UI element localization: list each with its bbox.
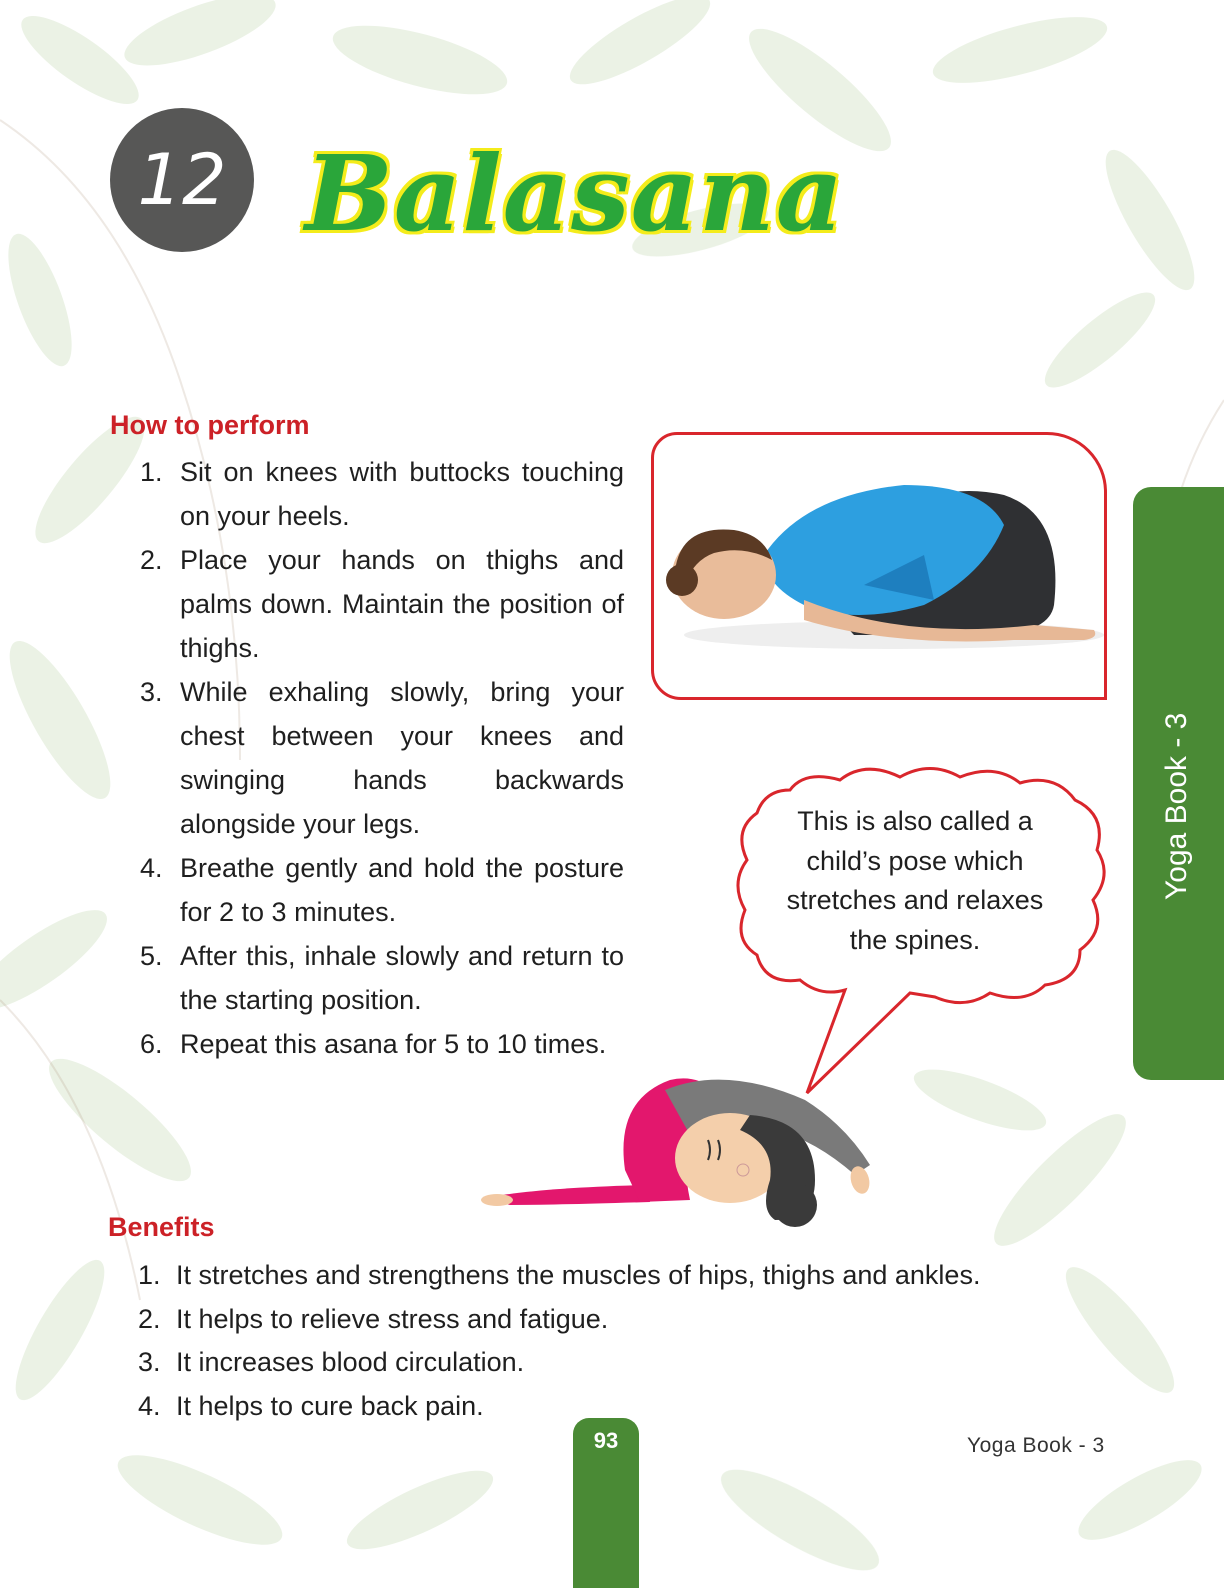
step-text: Place your hands on thighs and palms down. Maintain the position of thighs.: [180, 545, 624, 663]
chapter-title: Balasana: [305, 132, 845, 255]
steps-list: [140, 450, 624, 1066]
step-text: Repeat this asana for 5 to 10 times.: [180, 1029, 607, 1059]
benefit-number: 2.: [138, 1303, 161, 1334]
step-text: While exhaling slowly, bring your chest between your knees and swinging hands backwards alongside your legs.: [180, 677, 624, 839]
benefit-text: It helps to relieve stress and fatigue.: [176, 1303, 609, 1334]
step-text: After this, inhale slowly and return to the starting position.: [180, 941, 624, 1015]
step-text: Breathe gently and hold the posture for 2 to 3 minutes.: [180, 853, 624, 927]
how-to-perform-heading: How to perform: [110, 410, 310, 440]
chapter-number: 12: [137, 139, 227, 221]
benefit-item: [138, 1254, 1098, 1298]
step-item: [140, 450, 624, 538]
chapter-number-badge: [110, 108, 254, 252]
benefit-item: [138, 1298, 1098, 1342]
speech-bubble-text: This is also called a child’s pose which stretches and relaxes the spines.: [786, 806, 1044, 955]
benefit-item: [138, 1341, 1098, 1385]
side-tab-label: Yoga Book - 3: [1160, 712, 1193, 900]
benefit-text: It stretches and strengthens the muscles of hips, thighs and ankles.: [176, 1260, 981, 1290]
step-number: 5.: [140, 941, 163, 971]
page-number: 93: [593, 1428, 619, 1453]
benefits-heading: Benefits: [108, 1212, 215, 1242]
step-number: 3.: [140, 677, 163, 707]
step-number: 6.: [140, 1029, 163, 1059]
step-item: [140, 846, 624, 934]
step-number: 4.: [140, 853, 163, 883]
benefit-text: It increases blood circulation.: [176, 1347, 525, 1377]
pose-photo-frame: [651, 432, 1107, 700]
benefit-number: 4.: [138, 1390, 161, 1421]
child-pose-photo: [654, 435, 1104, 697]
benefits-list: [138, 1254, 1098, 1428]
step-number: 2.: [140, 545, 163, 575]
benefit-number: 3.: [138, 1347, 161, 1377]
step-text: Sit on knees with buttocks touching on your heels.: [180, 457, 624, 531]
step-number: 1.: [140, 457, 163, 487]
benefit-number: 1.: [138, 1260, 161, 1290]
benefit-text: It helps to cure back pain.: [176, 1390, 484, 1421]
cartoon-child-pose-illustration: [475, 1060, 875, 1230]
footer-book-title: Yoga Book - 3: [967, 1434, 1105, 1457]
step-item: [140, 670, 624, 846]
step-item: [140, 538, 624, 670]
step-item: [140, 934, 624, 1022]
